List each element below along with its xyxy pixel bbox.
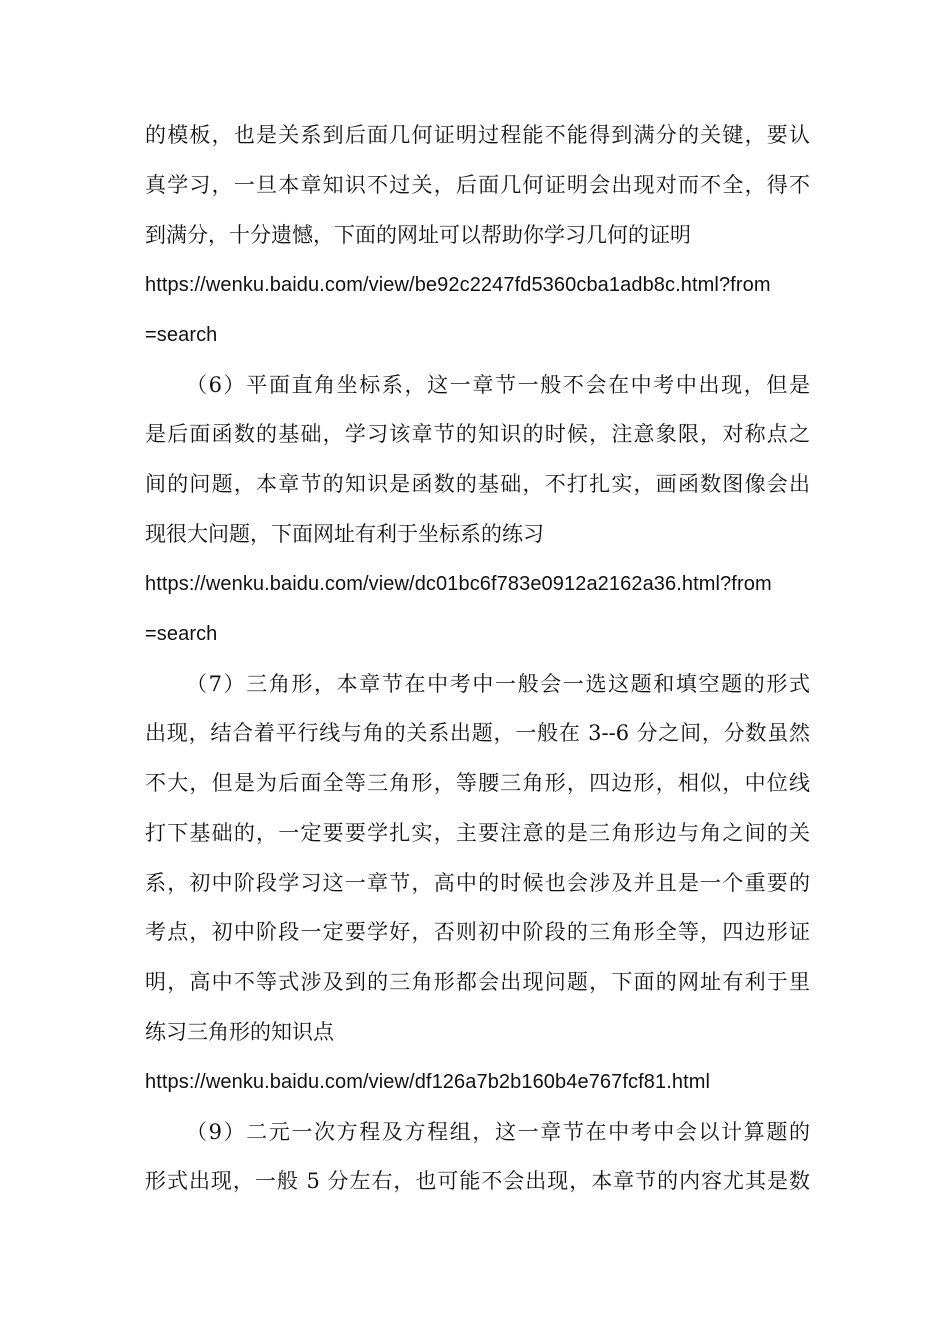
paragraph-line: 打下基础的，一定要要学扎实，主要注意的是三角形边与角之间的关 [145,821,810,845]
paragraph-line: 考点，初中阶段一定要学好，否则初中阶段的三角形全等，四边形证 [145,920,810,944]
paragraph-line: 到满分，十分遗憾，下面的网址可以帮助你学习几何的证明 [145,223,691,247]
link-url-line[interactable]: =search [145,324,218,346]
section-heading-line: （6）平面直角坐标系，这一章节一般不会在中考中出现，但是 [186,373,810,397]
paragraph-line: 明，高中不等式涉及到的三角形都会出现问题，下面的网址有利于里 [145,970,810,994]
paragraph-line: 真学习，一旦本章知识不过关，后面几何证明会出现对而不全，得不 [145,173,810,197]
paragraph-line: 现很大问题，下面网址有利于坐标系的练习 [145,522,544,546]
link-url-line[interactable]: https://wenku.baidu.com/view/df126a7b2b160b4e767fcf81.html [145,1071,711,1093]
section-heading-line: （7）三角形，本章节在中考中一般会一选这题和填空题的形式 [186,672,810,696]
paragraph-line: 间的问题，本章节的知识是函数的基础，不打扎实，画函数图像会出 [145,472,810,496]
paragraph-line: 系，初中阶段学习这一章节，高中的时候也会涉及并且是一个重要的 [145,871,810,895]
paragraph-line: 形式出现，一般 5 分左右，也可能不会出现，本章节的内容尤其是数 [145,1169,810,1193]
paragraph-line: 的模板，也是关系到后面几何证明过程能不能得到满分的关键，要认 [145,123,810,147]
section-heading-line: （9）二元一次方程及方程组，这一章节在中考中会以计算题的 [186,1120,810,1144]
link-url-line[interactable]: =search [145,623,218,645]
paragraph-line: 出现，结合着平行线与角的关系出题，一般在 3--6 分之间，分数虽然 [145,721,810,745]
link-url-line[interactable]: https://wenku.baidu.com/view/be92c2247fd5360cba1adb8c.html?from [145,274,771,296]
link-url-line[interactable]: https://wenku.baidu.com/view/dc01bc6f783e0912a2162a36.html?from [145,573,772,595]
paragraph-line: 练习三角形的知识点 [145,1020,334,1044]
paragraph-line: 是后面函数的基础，学习该章节的知识的时候，注意象限，对称点之 [145,422,810,446]
paragraph-line: 不大，但是为后面全等三角形，等腰三角形，四边形，相似，中位线 [145,771,810,795]
